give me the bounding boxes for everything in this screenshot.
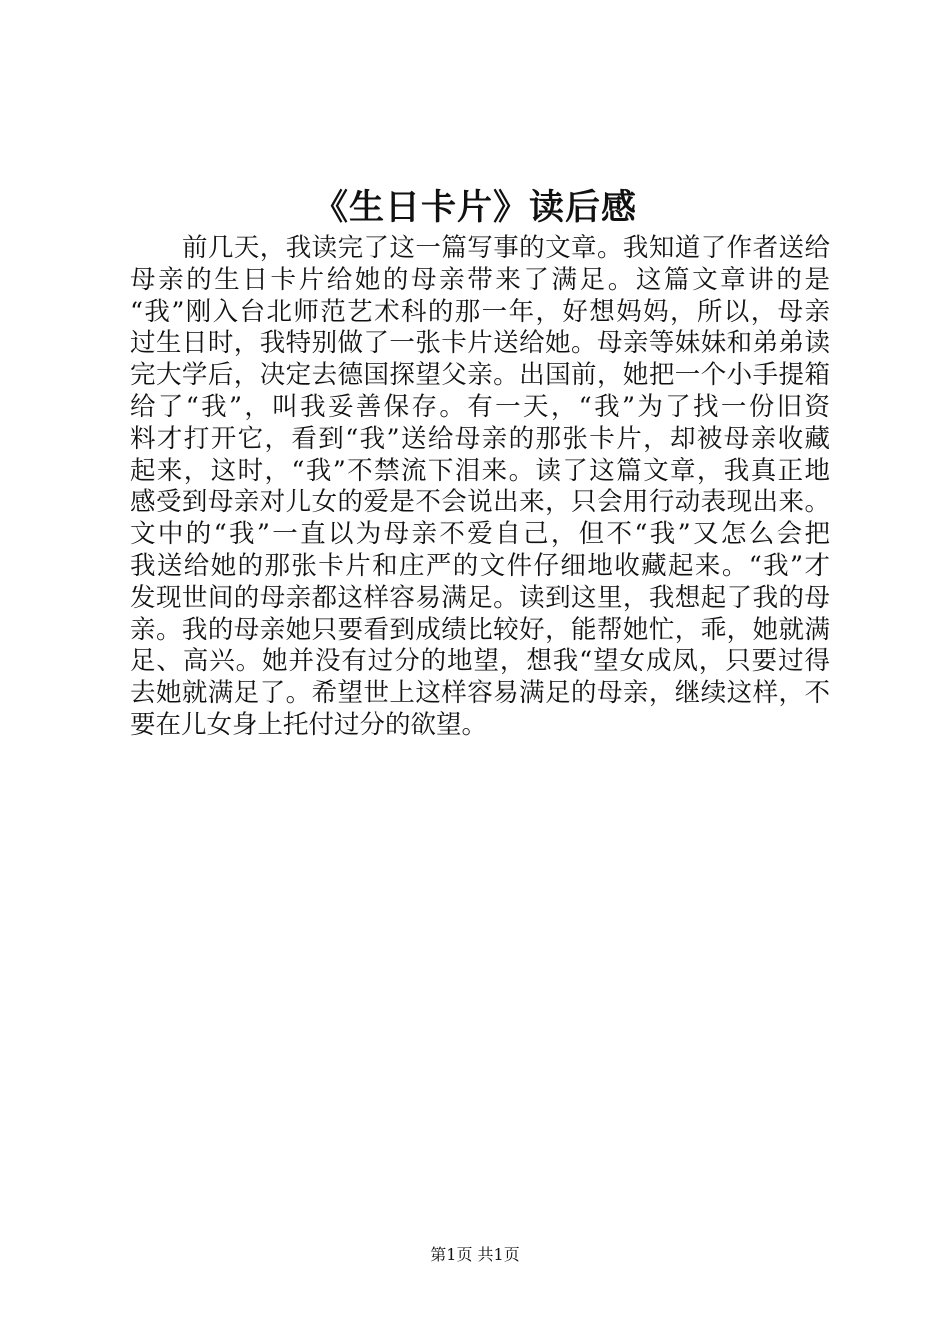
document-body bbox=[130, 233, 830, 742]
body-line: “我”刚入台北师范艺术科的那一年，好想妈妈，所以，母亲 bbox=[130, 296, 830, 327]
page-footer: 第1页 共1页 bbox=[430, 1245, 520, 1264]
body-line: 感受到母亲对儿女的爱是不会说出来，只会用行动表现出来。 bbox=[130, 487, 830, 518]
body-line: 足、高兴。她并没有过分的地望，想我“望女成凤，只要过得 bbox=[130, 646, 830, 677]
body-line: 完大学后，决定去德国探望父亲。出国前，她把一个小手提箱 bbox=[130, 360, 830, 391]
body-line: 母亲的生日卡片给她的母亲带来了满足。这篇文章讲的是 bbox=[130, 264, 830, 295]
body-line: 文中的“我”一直以为母亲不爱自己，但不“我”又怎么会把 bbox=[130, 519, 830, 550]
body-line: 前几天，我读完了这一篇写事的文章。我知道了作者送给 bbox=[182, 233, 830, 263]
body-line: 料才打开它，看到“我”送给母亲的那张卡片，却被母亲收藏 bbox=[130, 423, 830, 454]
body-line: 给了“我”，叫我妥善保存。有一天，“我”为了找一份旧资 bbox=[130, 391, 830, 422]
body-line: 发现世间的母亲都这样容易满足。读到这里，我想起了我的母 bbox=[130, 582, 830, 613]
body-line: 去她就满足了。希望世上这样容易满足的母亲，继续这样，不 bbox=[130, 678, 830, 709]
body-line: 起来，这时，“我”不禁流下泪来。读了这篇文章，我真正地 bbox=[130, 455, 830, 486]
body-line: 亲。我的母亲她只要看到成绩比较好，能帮她忙，乖，她就满 bbox=[130, 614, 830, 645]
document-title: 《生日卡片》读后感 bbox=[312, 187, 637, 228]
body-line: 要在儿女身上托付过分的欲望。 bbox=[130, 709, 488, 740]
body-line: 过生日时，我特别做了一张卡片送给她。母亲等妹妹和弟弟读 bbox=[130, 328, 830, 359]
body-line: 我送给她的那张卡片和庄严的文件仔细地收藏起来。“我”才 bbox=[130, 550, 830, 581]
